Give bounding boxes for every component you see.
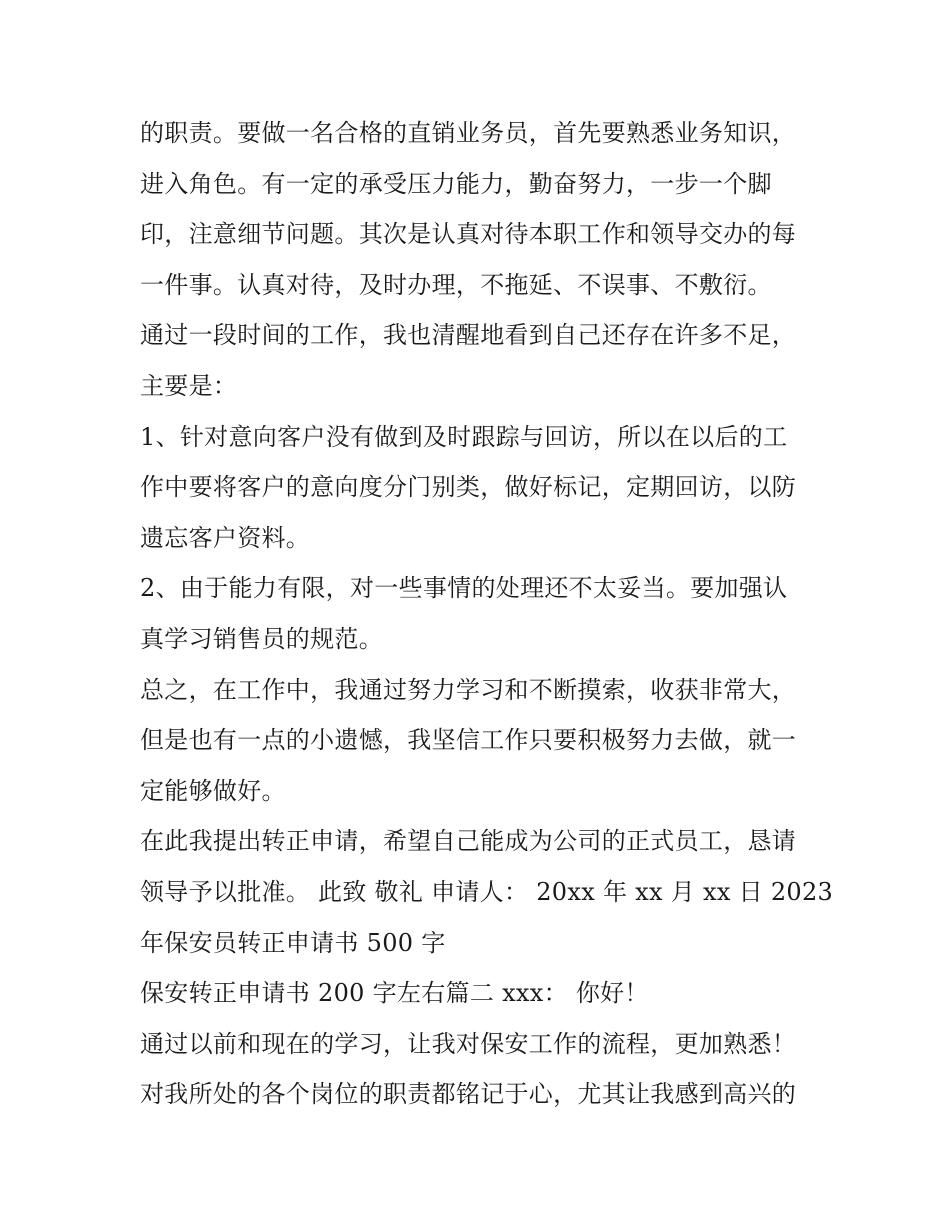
- text-line: 对我所处的各个岗位的职责都铭记于心，尤其让我感到高兴的: [140, 1080, 797, 1109]
- text-line: 但是也有一点的小遗憾，我坚信工作只要积极努力去做，就一: [140, 726, 797, 755]
- text-line: 印，注意细节问题。其次是认真对待本职工作和领导交办的每: [140, 220, 797, 249]
- document-body: [140, 108, 834, 1120]
- text-line: 领导予以批准。 此致 敬礼 申请人： 20xx 年 xx 月 xx 日 2023: [140, 877, 834, 906]
- text-line: 通过以前和现在的学习，让我对保安工作的流程，更加熟悉！: [140, 1029, 797, 1058]
- text-line: 作中要将客户的意向度分门别类，做好标记，定期回访，以防: [140, 473, 797, 502]
- text-line: 保安转正申请书 200 字左右篇二 xxx： 你好！: [140, 979, 649, 1008]
- text-line: 的职责。要做一名合格的直销业务员，首先要熟悉业务知识，: [140, 119, 797, 147]
- text-line: 一件事。认真对待，及时办理，不拖延、不误事、不敷衍。: [140, 270, 772, 299]
- text-line: 年保安员转正申请书 500 字: [140, 928, 446, 957]
- text-line: 定能够做好。: [140, 776, 286, 805]
- text-line: 真学习销售员的规范。: [140, 624, 383, 653]
- text-line: 总之，在工作中，我通过努力学习和不断摸索，收获非常大，: [140, 675, 797, 704]
- text-line: 2、由于能力有限，对一些事情的处理还不太妥当。要加强认: [140, 574, 788, 603]
- text-line: 遗忘客户资料。: [140, 523, 311, 552]
- text-line: 通过一段时间的工作，我也清醒地看到自己还存在许多不足，: [140, 321, 797, 350]
- text-line: 在此我提出转正申请，希望自己能成为公司的正式员工，恳请: [140, 827, 797, 856]
- text-line: 主要是：: [140, 371, 238, 400]
- text-line: 进入角色。有一定的承受压力能力，勤奋努力，一步一个脚: [140, 169, 772, 198]
- text-line: 1、针对意向客户没有做到及时跟踪与回访，所以在以后的工: [140, 422, 788, 451]
